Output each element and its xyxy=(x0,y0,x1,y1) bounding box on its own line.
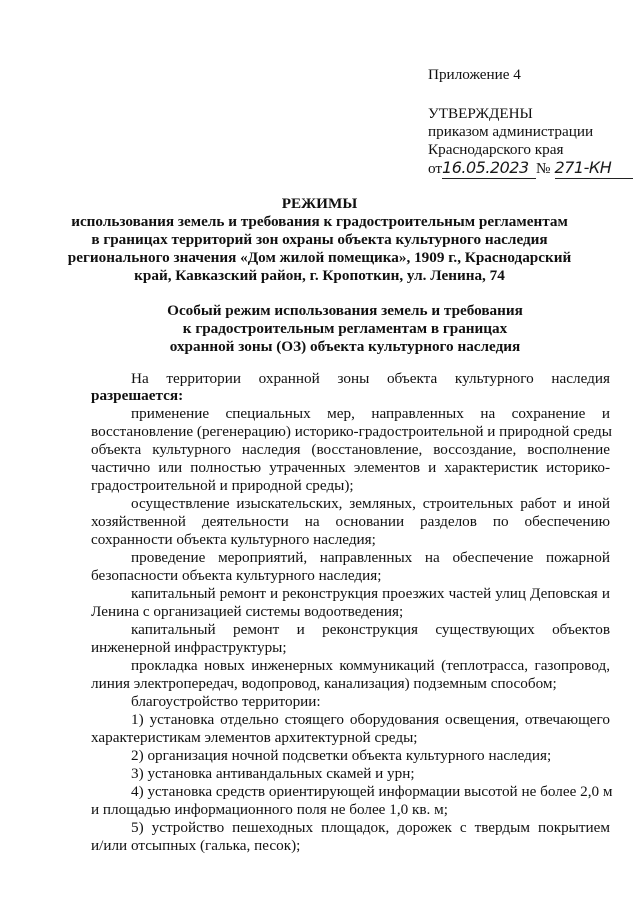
p1-line-4: частично или полностью утраченных элементов и характеристик историко- xyxy=(91,459,610,476)
approved-label: УТВЕРЖДЕНЫ xyxy=(428,105,533,122)
item1-line-1: 1) установка отдельно стоящего оборудования освещения, отвечающего xyxy=(131,711,610,728)
approved-by-line-2: Краснодарского края xyxy=(428,141,564,158)
intro-line xyxy=(131,370,610,388)
subtitle-line-2: к градостроительным регламентам в границах xyxy=(182,320,508,337)
intro-word: объекта xyxy=(386,370,438,387)
from-prefix: от xyxy=(428,160,443,177)
approved-by-line-1: приказом администрации xyxy=(428,123,594,140)
p1-line-2: восстановление (регенерацию) историко-градостроительной и природной среды xyxy=(91,423,612,440)
p5-line-2: инженерной инфраструктуры; xyxy=(91,639,287,656)
p5-line-1: капитальный ремонт и реконструкция существующих объектов xyxy=(131,621,610,638)
p4-line-1: капитальный ремонт и реконструкция проезжих частей улиц Деповская и xyxy=(131,585,610,602)
title-line-3: регионального значения «Дом жилой помещика», 1909 г., Краснодарский xyxy=(67,249,572,266)
title-line-1: использования земель и требования к градостроительным регламентам xyxy=(71,213,568,230)
allowed-label: разрешается: xyxy=(91,387,184,404)
p4-line-2: Ленина с организацией системы водоотведения; xyxy=(91,603,404,620)
item5-line-2: и/или отсыпных (галька, песок); xyxy=(91,837,301,854)
item4-line-2: и площадью информационного поля не более 1,0 кв. м; xyxy=(91,801,448,818)
title-line-2: в границах территорий зон охраны объекта культурного наследия xyxy=(91,231,548,248)
subtitle-line-1: Особый режим использования земель и требования xyxy=(167,302,523,319)
p3-line-1: проведение мероприятий, направленных на обеспечение пожарной xyxy=(131,549,610,566)
item3-line: 3) установка антивандальных скамей и урн; xyxy=(131,765,415,782)
appendix-label: Приложение 4 xyxy=(428,66,521,83)
item4-line-1: 4) установка средств ориентирующей информации высотой не более 2,0 м xyxy=(131,783,613,800)
intro-word: охранной xyxy=(258,370,320,387)
intro-word: наследия xyxy=(551,370,610,387)
number-prefix: № xyxy=(536,160,551,177)
handwritten-number: 271-КН xyxy=(554,158,612,177)
p6-line-2: линия электропередач, водопровод, канализация) подземным способом; xyxy=(91,675,557,692)
item1-line-2: характеристикам элементов архитектурной среды; xyxy=(91,729,418,746)
document-heading: РЕЖИМЫ xyxy=(281,195,358,212)
subtitle-line-3: охранной зоны (ОЗ) объекта культурного наследия xyxy=(169,338,521,355)
approval-date-number-line xyxy=(428,159,633,179)
p6-line-1: прокладка новых инженерных коммуникаций (теплотрасса, газопровод, xyxy=(131,657,610,674)
p2-line-2: хозяйственной деятельности на основании разделов по обеспечению xyxy=(91,513,610,530)
p2-line-3: сохранности объекта культурного наследия; xyxy=(91,531,376,548)
p1-line-3: объекта культурного наследия (восстановление, воссоздание, восполнение xyxy=(91,441,610,458)
intro-word: На xyxy=(131,370,149,387)
handwritten-date: 16.05.2023 xyxy=(442,158,529,177)
p3-line-2: безопасности объекта культурного наследия; xyxy=(91,567,382,584)
intro-word: культурного xyxy=(454,370,534,387)
p2-line-1: осуществление изыскательских, земляных, строительных работ и иной xyxy=(131,495,610,512)
p1-line-5: градостроительной и природной среды); xyxy=(91,477,354,494)
p7-line: благоустройство территории: xyxy=(131,693,321,710)
intro-word: зоны xyxy=(337,370,370,387)
item2-line: 2) организация ночной подсветки объекта культурного наследия; xyxy=(131,747,552,764)
intro-word: территории xyxy=(166,370,241,387)
title-line-4: край, Кавказский район, г. Кропоткин, ул. Ленина, 74 xyxy=(134,267,505,284)
p1-line-1: применение специальных мер, направленных на сохранение и xyxy=(131,405,610,422)
item5-line-1: 5) устройство пешеходных площадок, дорожек с твердым покрытием xyxy=(131,819,610,836)
